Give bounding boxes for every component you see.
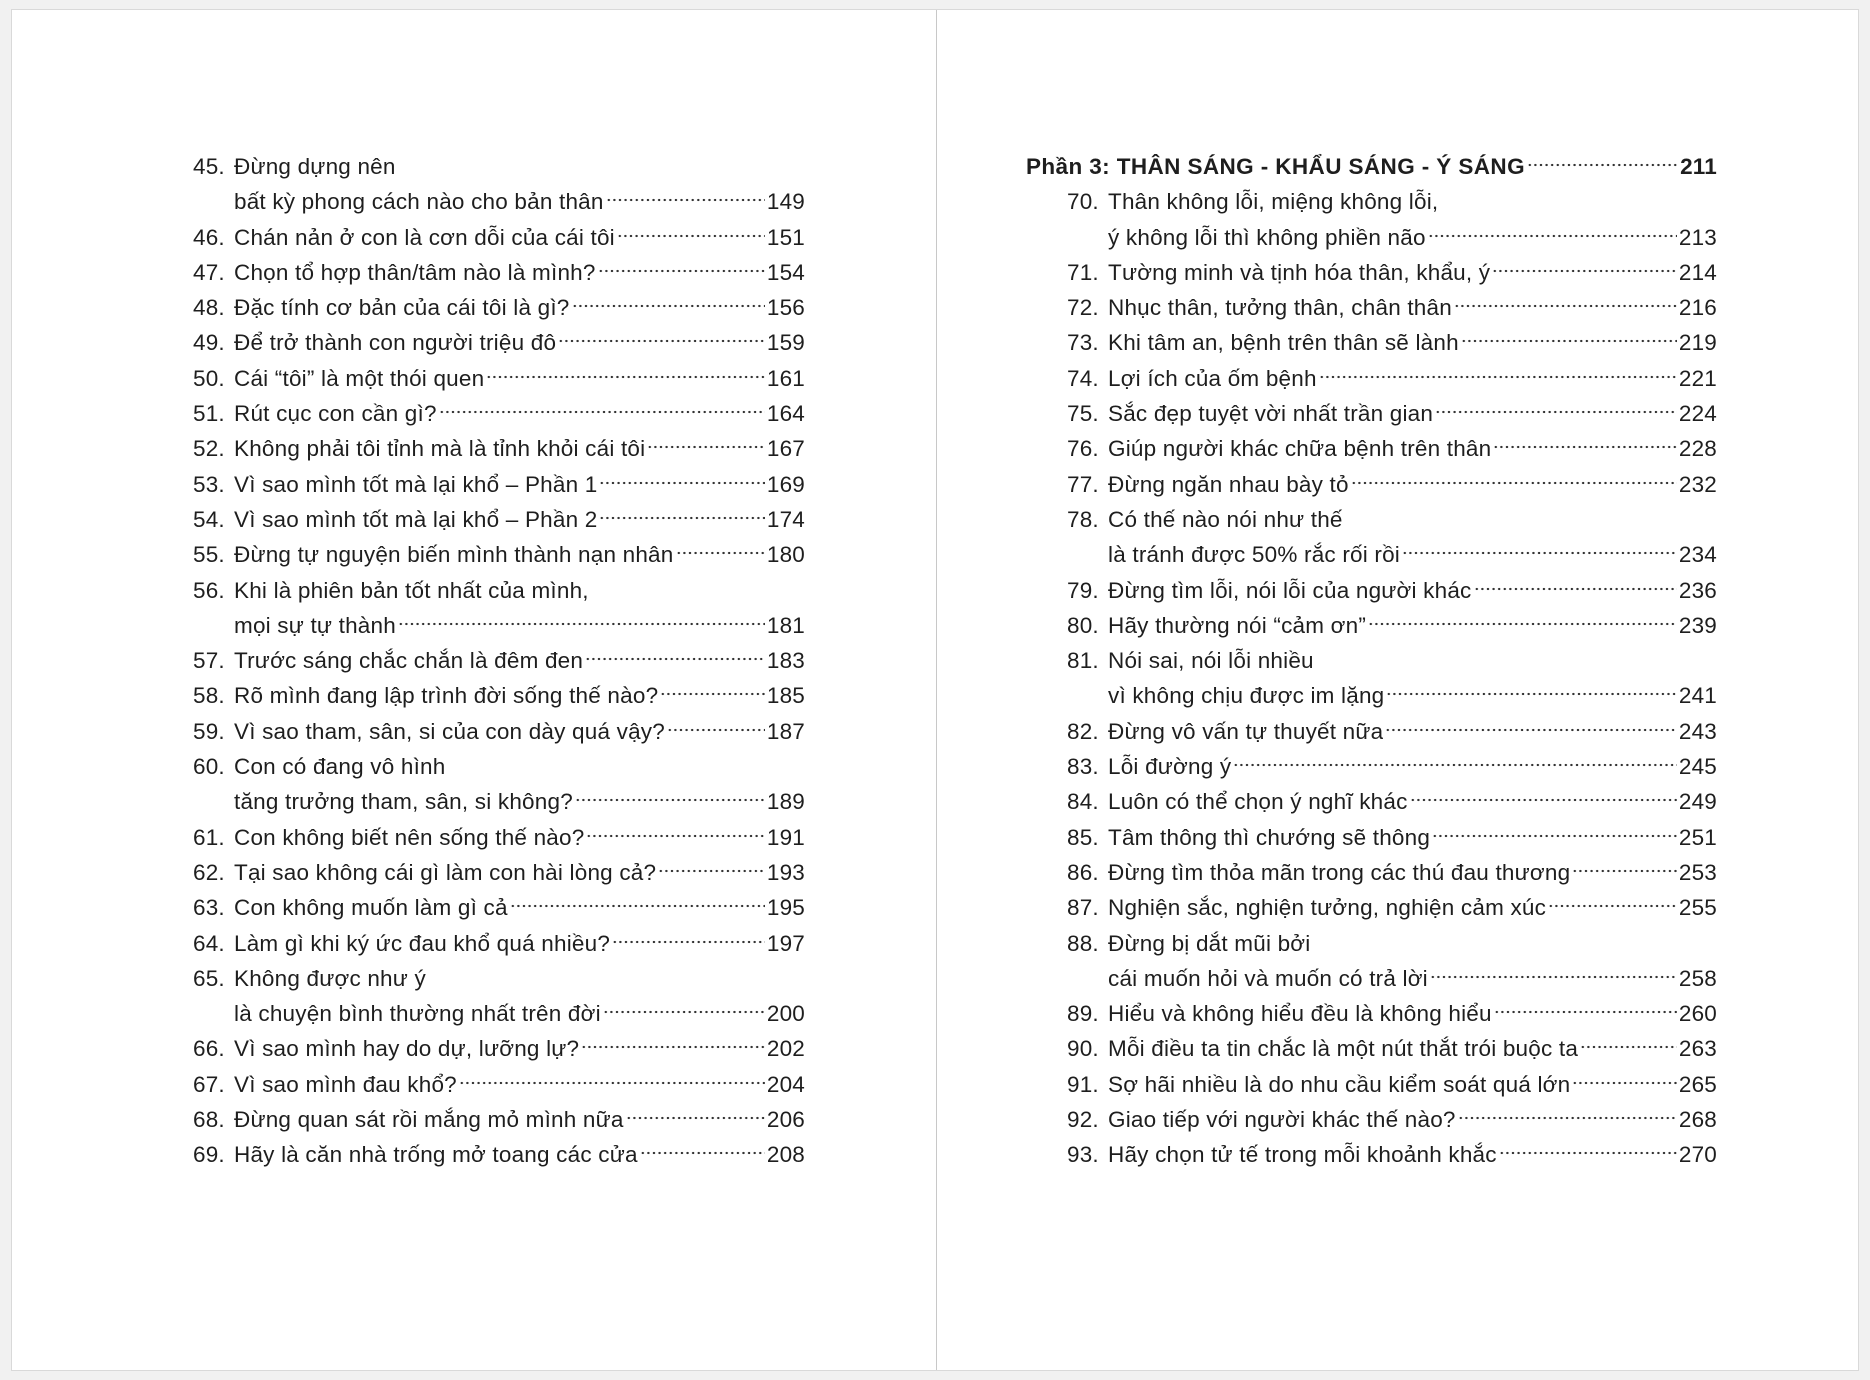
dot-leader: [1493, 443, 1677, 451]
toc-entry-line: [193, 996, 805, 1031]
toc-entry-line: [193, 678, 805, 713]
toc-entry-line: [193, 361, 805, 396]
entry-number: 68.: [193, 1107, 225, 1133]
toc-entry-line: [193, 184, 805, 219]
entry-number: 89.: [1067, 1001, 1099, 1027]
entry-number: 73.: [1067, 330, 1099, 356]
dot-leader: [1580, 1043, 1677, 1051]
entry-title: Đừng tự nguyện biến mình thành nạn nhân: [234, 542, 674, 568]
entry-number: 57.: [193, 648, 225, 674]
entry-page-number: 193: [766, 859, 805, 885]
entry-number: 51.: [193, 401, 225, 427]
entry-title: Khi tâm an, bệnh trên thân sẽ lành: [1108, 330, 1459, 356]
entry-title: là tránh được 50% rắc rối rồi: [1108, 542, 1400, 568]
dot-leader: [1385, 726, 1677, 734]
entry-title: Rút cục con cần gì?: [234, 401, 437, 427]
entry-title: Nhục thân, tưởng thân, chân thân: [1108, 295, 1452, 321]
dot-leader: [585, 655, 765, 663]
entry-page-number: 189: [766, 789, 805, 815]
entry-page-number: 156: [766, 295, 805, 321]
dot-leader: [676, 549, 765, 557]
entry-number: 91.: [1067, 1071, 1099, 1097]
entry-title: Tại sao không cái gì làm con hài lòng cả?: [234, 859, 657, 885]
entry-page-number: 243: [1678, 718, 1717, 744]
dot-leader: [1386, 690, 1676, 698]
entry-page-number: 268: [1678, 1107, 1717, 1133]
entry-number: 49.: [193, 330, 225, 356]
dot-leader: [1492, 267, 1677, 275]
entry-number: 46.: [193, 224, 225, 250]
entry-number: 85.: [1067, 824, 1099, 850]
toc-entry-line: [193, 820, 805, 855]
toc-entry-line: [1067, 396, 1717, 431]
entry-page-number: 185: [766, 683, 805, 709]
toc-entry-line: [1067, 678, 1717, 713]
entry-page-number: 195: [766, 895, 805, 921]
dot-leader: [1527, 161, 1678, 169]
toc-entry-line: [193, 926, 805, 961]
entry-title: Cái “tôi” là một thói quen: [234, 365, 485, 391]
toc-entry-line: [193, 961, 805, 996]
entry-title: Tâm thông thì chướng sẽ thông: [1108, 824, 1431, 850]
entry-page-number: 263: [1678, 1036, 1717, 1062]
toc-entry-line: [1067, 220, 1717, 255]
entry-title: Hãy chọn tử tế trong mỗi khoảnh khắc: [1108, 1142, 1497, 1168]
entry-page-number: 224: [1678, 401, 1717, 427]
entry-number: 58.: [193, 683, 225, 709]
entry-number: 93.: [1067, 1142, 1099, 1168]
entry-page-number: 236: [1678, 577, 1717, 603]
entry-number: 67.: [193, 1071, 225, 1097]
toc-entry-line: [1067, 749, 1717, 784]
entry-page-number: 169: [766, 471, 805, 497]
entry-title: bất kỳ phong cách nào cho bản thân: [234, 189, 604, 215]
entry-page-number: 232: [1678, 471, 1717, 497]
entry-number: 65.: [193, 965, 225, 991]
entry-title: Hãy thường nói “cảm ơn”: [1108, 612, 1367, 638]
dot-leader: [486, 373, 765, 381]
toc-entry-line: [193, 608, 805, 643]
entry-number: 84.: [1067, 789, 1099, 815]
entry-number: 81.: [1067, 648, 1099, 674]
dot-leader: [1233, 761, 1677, 769]
page-gutter: [936, 10, 937, 1370]
entry-title: ý không lỗi thì không phiền não: [1108, 224, 1426, 250]
dot-leader: [617, 232, 765, 240]
entry-title: Đừng tìm thỏa mãn trong các thú đau thương: [1108, 859, 1571, 885]
entry-title: Thân không lỗi, miệng không lỗi,: [1108, 189, 1439, 215]
entry-page-number: 221: [1678, 365, 1717, 391]
dot-leader: [647, 443, 765, 451]
dot-leader: [439, 408, 765, 416]
entry-number: 53.: [193, 471, 225, 497]
dot-leader: [572, 302, 765, 310]
dot-leader: [1428, 232, 1677, 240]
dot-leader: [1410, 796, 1677, 804]
entry-page-number: 253: [1678, 859, 1717, 885]
entry-number: 63.: [193, 895, 225, 921]
toc-entry-line: [1067, 643, 1717, 678]
section-title: Phần 3: THÂN SÁNG - KHẨU SÁNG - Ý SÁNG: [1026, 154, 1525, 179]
entry-title: Không được như ý: [234, 965, 426, 991]
entry-page-number: 208: [766, 1142, 805, 1168]
entry-page-number: 187: [766, 718, 805, 744]
entry-title: Hãy là căn nhà trống mở toang các cửa: [234, 1142, 638, 1168]
toc-entry-line: [1067, 467, 1717, 502]
entry-number: 55.: [193, 542, 225, 568]
entry-title: Đừng dựng nên: [234, 154, 396, 179]
entry-title: Vì sao mình đau khổ?: [234, 1071, 457, 1097]
entry-number: 80.: [1067, 612, 1099, 638]
dot-leader: [626, 1114, 765, 1122]
entry-number: 72.: [1067, 295, 1099, 321]
entry-title: Sắc đẹp tuyệt vời nhất trần gian: [1108, 401, 1434, 427]
entry-page-number: 206: [766, 1107, 805, 1133]
entry-title: Con không biết nên sống thế nào?: [234, 824, 585, 850]
entry-page-number: 214: [1678, 259, 1717, 285]
entry-title: Giao tiếp với người khác thế nào?: [1108, 1107, 1456, 1133]
toc-entry-line: [193, 537, 805, 572]
entry-page-number: 234: [1678, 542, 1717, 568]
entry-page-number: 204: [766, 1071, 805, 1097]
entry-title: Lỗi đường ý: [1108, 754, 1232, 780]
entry-title: Chọn tổ hợp thân/tâm nào là mình?: [234, 259, 596, 285]
dot-leader: [1351, 479, 1677, 487]
dot-leader: [1499, 1149, 1677, 1157]
entry-number: 79.: [1067, 577, 1099, 603]
entry-title: Vì sao mình tốt mà lại khổ – Phần 2: [234, 506, 598, 532]
entry-title: Vì sao mình hay do dự, lưỡng lự?: [234, 1036, 580, 1062]
toc-entry-line: [1067, 573, 1717, 608]
entry-title: Sợ hãi nhiều là do nhu cầu kiểm soát quá lớn: [1108, 1071, 1571, 1097]
toc-entry-line: [193, 1031, 805, 1066]
entry-number: 88.: [1067, 930, 1099, 956]
toc-entry-line: [1067, 1031, 1717, 1066]
toc-entry-line: [193, 325, 805, 360]
dot-leader: [1458, 1114, 1677, 1122]
entry-page-number: 151: [766, 224, 805, 250]
dot-leader: [1368, 620, 1677, 628]
entry-title: Vì sao mình tốt mà lại khổ – Phần 1: [234, 471, 598, 497]
entry-number: 69.: [193, 1142, 225, 1168]
toc-entry-line: [1067, 996, 1717, 1031]
section-heading: [1012, 149, 1717, 184]
entry-page-number: 265: [1678, 1071, 1717, 1097]
toc-entry-line: [193, 749, 805, 784]
entry-number: 50.: [193, 365, 225, 391]
entry-title: Không phải tôi tỉnh mà là tỉnh khỏi cái tôi: [234, 436, 646, 462]
toc-entry-line: [1067, 784, 1717, 819]
dot-leader: [575, 796, 765, 804]
entry-page-number: 202: [766, 1036, 805, 1062]
dot-leader: [1474, 585, 1677, 593]
entry-number: 45.: [193, 154, 225, 179]
entry-page-number: 258: [1678, 965, 1717, 991]
toc-entry-line: [1067, 325, 1717, 360]
entry-number: 70.: [1067, 189, 1099, 215]
toc-entry-line: [193, 714, 805, 749]
entry-page-number: 270: [1678, 1142, 1717, 1168]
entry-page-number: 245: [1678, 754, 1717, 780]
entry-title: Làm gì khi ký ức đau khổ quá nhiều?: [234, 930, 611, 956]
toc-entry-line: [193, 643, 805, 678]
entry-title: Chán nản ở con là cơn dỗi của cái tôi: [234, 224, 615, 250]
entry-number: 78.: [1067, 506, 1099, 532]
dot-leader: [1461, 337, 1677, 345]
entry-number: 83.: [1067, 754, 1099, 780]
entry-title: Rõ mình đang lập trình đời sống thế nào?: [234, 683, 659, 709]
entry-number: 90.: [1067, 1036, 1099, 1062]
entry-number: 61.: [193, 824, 225, 850]
dot-leader: [1572, 867, 1677, 875]
entry-page-number: 216: [1678, 295, 1717, 321]
dot-leader: [603, 1008, 765, 1016]
entry-title: vì không chịu được im lặng: [1108, 683, 1385, 709]
entry-title: Tường minh và tịnh hóa thân, khẩu, ý: [1108, 259, 1491, 285]
toc-entry-line: [193, 290, 805, 325]
entry-number: 64.: [193, 930, 225, 956]
entry-page-number: 164: [766, 401, 805, 427]
dot-leader: [1494, 1008, 1677, 1016]
dot-leader: [612, 938, 765, 946]
dot-leader: [1430, 973, 1677, 981]
toc-entry-line: [1067, 431, 1717, 466]
entry-number: 76.: [1067, 436, 1099, 462]
entry-title: Nói sai, nói lỗi nhiều: [1108, 648, 1314, 674]
toc-entry-line: [193, 149, 805, 184]
dot-leader: [1432, 832, 1677, 840]
toc-entry-line: [193, 855, 805, 890]
entry-page-number: 260: [1678, 1001, 1717, 1027]
entry-page-number: 191: [766, 824, 805, 850]
dot-leader: [1548, 902, 1677, 910]
entry-number: 75.: [1067, 401, 1099, 427]
dot-leader: [660, 690, 765, 698]
toc-entry-line: [1067, 502, 1717, 537]
entry-title: Đừng ngăn nhau bày tỏ: [1108, 471, 1349, 497]
toc-entry-line: [193, 396, 805, 431]
entry-page-number: 200: [766, 1001, 805, 1027]
toc-entry-line: [193, 502, 805, 537]
dot-leader: [558, 337, 765, 345]
entry-page-number: 249: [1678, 789, 1717, 815]
entry-title: Con không muốn làm gì cả: [234, 895, 508, 921]
toc-entry-line: [1067, 820, 1717, 855]
dot-leader: [599, 479, 764, 487]
entry-page-number: 154: [766, 259, 805, 285]
entry-page-number: 167: [766, 436, 805, 462]
left-page-toc: [193, 149, 805, 1173]
dot-leader: [606, 196, 765, 204]
toc-entry-line: [193, 220, 805, 255]
entry-page-number: 228: [1678, 436, 1717, 462]
entry-page-number: 183: [766, 648, 805, 674]
toc-entry-line: [193, 467, 805, 502]
toc-entry-line: [193, 1137, 805, 1172]
dot-leader: [1435, 408, 1677, 416]
toc-entry-line: [1067, 926, 1717, 961]
entry-page-number: 181: [766, 612, 805, 638]
entry-title: Mỗi điều ta tin chắc là một nút thắt trói buộc ta: [1108, 1036, 1579, 1062]
dot-leader: [1454, 302, 1677, 310]
toc-entry-line: [1067, 361, 1717, 396]
entry-number: 60.: [193, 754, 225, 780]
entry-title: Luôn có thể chọn ý nghĩ khác: [1108, 789, 1408, 815]
entry-number: 59.: [193, 718, 225, 744]
entry-number: 48.: [193, 295, 225, 321]
entry-page-number: 241: [1678, 683, 1717, 709]
entry-number: 82.: [1067, 718, 1099, 744]
entry-number: 92.: [1067, 1107, 1099, 1133]
toc-entry-line: [193, 573, 805, 608]
entry-page-number: 213: [1678, 224, 1717, 250]
dot-leader: [599, 514, 764, 522]
toc-entry-line: [193, 431, 805, 466]
dot-leader: [398, 620, 765, 628]
entry-page-number: 251: [1678, 824, 1717, 850]
entry-number: 74.: [1067, 365, 1099, 391]
toc-entry-line: [1067, 1067, 1717, 1102]
entry-page-number: 219: [1678, 330, 1717, 356]
dot-leader: [640, 1149, 765, 1157]
entry-number: 62.: [193, 859, 225, 885]
toc-entry-line: [1067, 1102, 1717, 1137]
toc-entry-line: [1067, 855, 1717, 890]
entry-title: Vì sao tham, sân, si của con dày quá vậy?: [234, 718, 665, 744]
entry-title: Nghiện sắc, nghiện tưởng, nghiện cảm xúc: [1108, 895, 1547, 921]
entry-page-number: 255: [1678, 895, 1717, 921]
entry-number: 86.: [1067, 859, 1099, 885]
entry-title: Có thế nào nói như thế: [1108, 506, 1343, 532]
entry-page-number: 174: [766, 506, 805, 532]
entry-page-number: 180: [766, 542, 805, 568]
toc-entry-line: [1067, 255, 1717, 290]
toc-entry-line: [193, 890, 805, 925]
entry-number: 54.: [193, 506, 225, 532]
toc-entry-line: [1067, 608, 1717, 643]
dot-leader: [510, 902, 765, 910]
toc-entry-line: [1067, 961, 1717, 996]
toc-entry-line: [1067, 714, 1717, 749]
entry-page-number: 197: [766, 930, 805, 956]
right-page-toc: [1026, 149, 1717, 1173]
dot-leader: [459, 1079, 765, 1087]
entry-number: 56.: [193, 577, 225, 603]
entry-title: Đặc tính cơ bản của cái tôi là gì?: [234, 295, 570, 321]
entry-title: Con có đang vô hình: [234, 754, 446, 780]
entry-page-number: 161: [766, 365, 805, 391]
toc-entry-line: [1067, 184, 1717, 219]
entry-number: 47.: [193, 259, 225, 285]
toc-entry-line: [1067, 890, 1717, 925]
entry-title: Đừng tìm lỗi, nói lỗi của người khác: [1108, 577, 1472, 603]
toc-entry-line: [1067, 537, 1717, 572]
entry-title: Hiểu và không hiểu đều là không hiểu: [1108, 1001, 1492, 1027]
toc-entry-line: [193, 784, 805, 819]
entry-number: 77.: [1067, 471, 1099, 497]
dot-leader: [1319, 373, 1677, 381]
entry-number: 52.: [193, 436, 225, 462]
entry-title: tăng trưởng tham, sân, si không?: [234, 789, 573, 815]
entry-title: Để trở thành con người triệu đô: [234, 330, 557, 356]
entry-title: Đừng vô vấn tự thuyết nữa: [1108, 718, 1384, 744]
toc-entry-line: [1067, 290, 1717, 325]
entry-title: là chuyện bình thường nhất trên đời: [234, 1001, 601, 1027]
entry-title: Đừng bị dắt mũi bởi: [1108, 930, 1311, 956]
toc-entry-line: [1067, 1137, 1717, 1172]
entry-page-number: 159: [766, 330, 805, 356]
entry-number: 71.: [1067, 259, 1099, 285]
entry-title: cái muốn hỏi và muốn có trả lời: [1108, 965, 1428, 991]
dot-leader: [658, 867, 765, 875]
dot-leader: [581, 1043, 765, 1051]
toc-entry-line: [193, 1067, 805, 1102]
entry-page-number: 239: [1678, 612, 1717, 638]
toc-entry-line: [193, 1102, 805, 1137]
dot-leader: [1402, 549, 1677, 557]
entry-page-number: 149: [766, 189, 805, 215]
entry-number: 87.: [1067, 895, 1099, 921]
entry-number: 66.: [193, 1036, 225, 1062]
entry-title: Đừng quan sát rồi mắng mỏ mình nữa: [234, 1107, 624, 1133]
book-spread: [11, 9, 1859, 1371]
dot-leader: [1572, 1079, 1677, 1087]
section-page-number: 211: [1680, 154, 1717, 179]
entry-title: Trước sáng chắc chắn là đêm đen: [234, 648, 584, 674]
entry-title: Lợi ích của ốm bệnh: [1108, 365, 1317, 391]
entry-title: mọi sự tự thành: [234, 612, 396, 638]
dot-leader: [667, 726, 765, 734]
dot-leader: [586, 832, 764, 840]
toc-entry-line: [193, 255, 805, 290]
entry-title: Giúp người khác chữa bệnh trên thân: [1108, 436, 1492, 462]
dot-leader: [598, 267, 765, 275]
entry-title: Khi là phiên bản tốt nhất của mình,: [234, 577, 589, 603]
